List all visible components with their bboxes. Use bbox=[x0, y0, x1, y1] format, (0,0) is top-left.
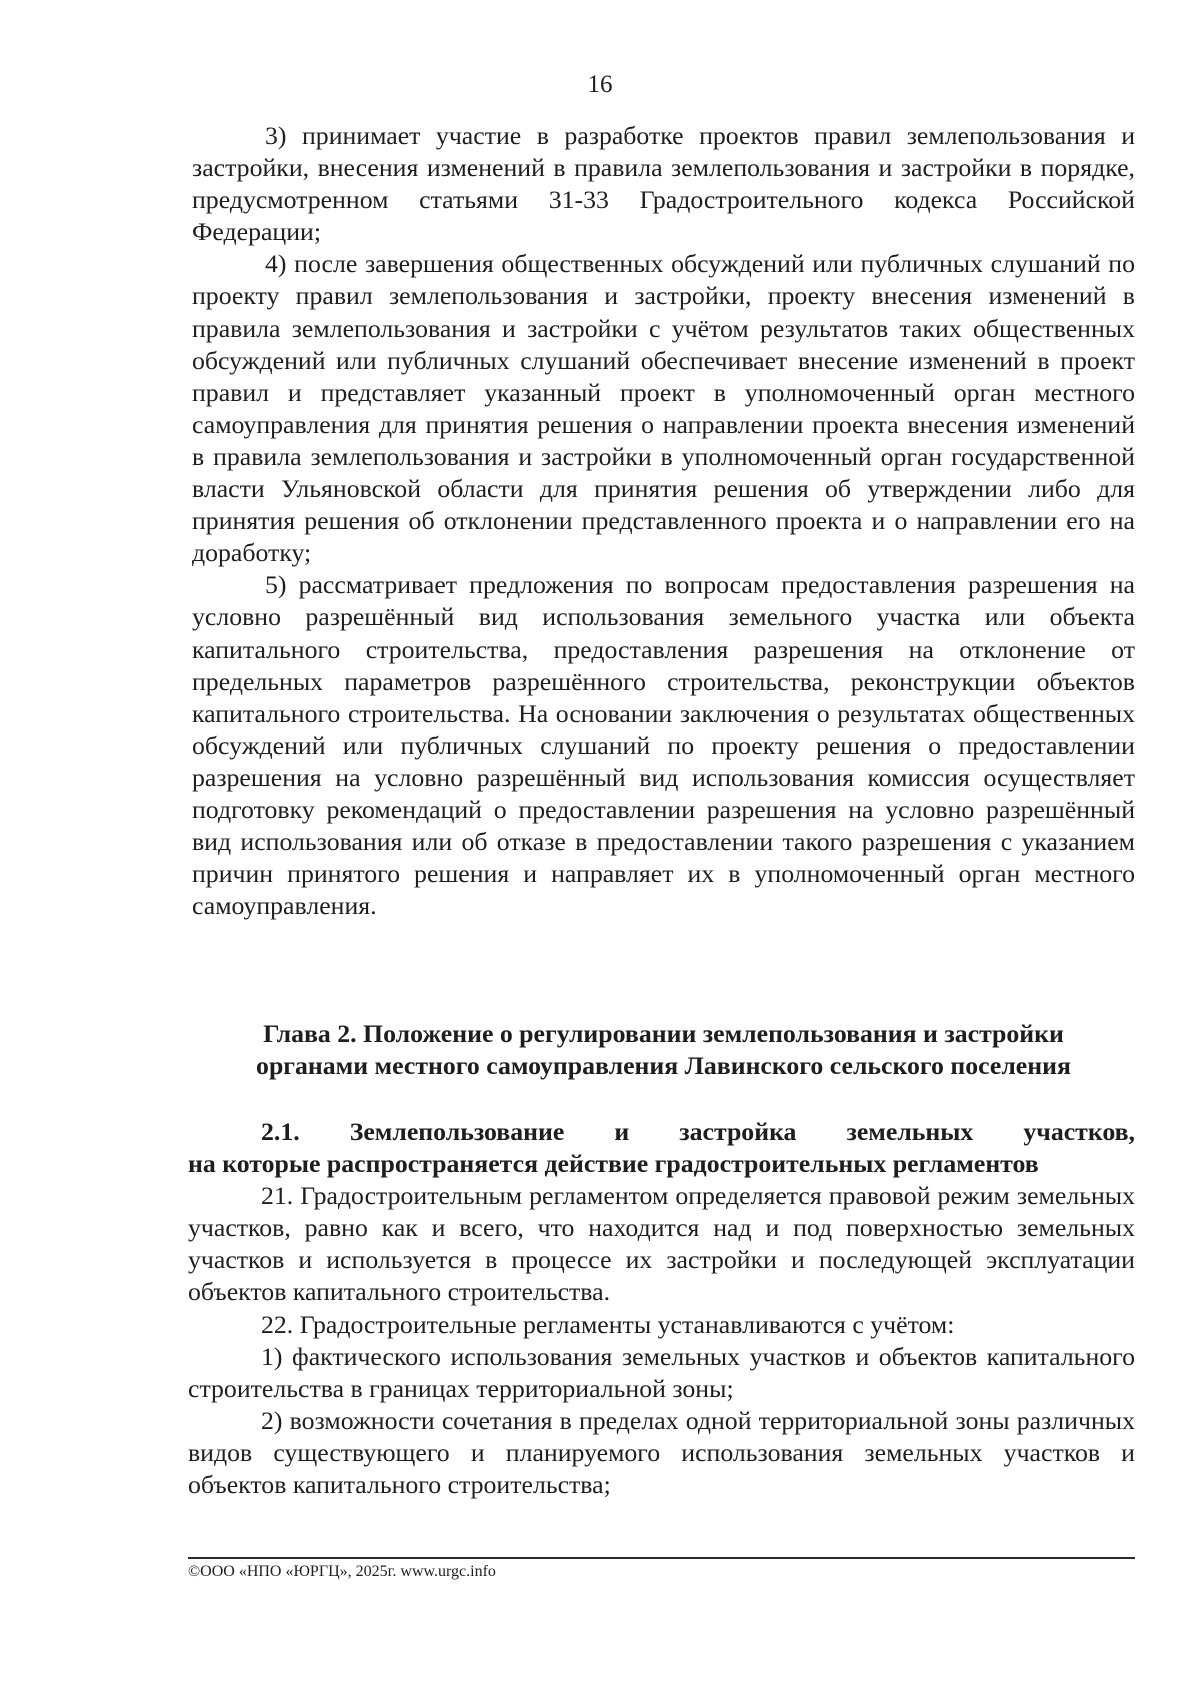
paragraph-item-4: 4) после завершения общественных обсуждений или публичных слушаний по проекту правил землепользования и застройки, проекту внесения изменений в правила землепользования и застройки с учётом результатов таких общественных обсуждений или публичных слушаний обеспечивает внесение изменений в проект правил и представляет указанный проект в уполномоченный орган местного самоуправления для принятия решения о направлении проекта внесения изменений в правила землепользования и застройки в уполномоченный орган государственной власти Ульяновской области для принятия решения об утверждении либо для принятия решения об отклонении представленного проекта и о направлении его на доработку; bbox=[192, 249, 1135, 568]
section-paragraph-22: 22. Градостроительные регламенты устанавливаются с учётом: bbox=[261, 1309, 955, 1339]
section-2-1 bbox=[188, 1116, 1135, 1501]
paragraph-item-3: 3) принимает участие в разработке проектов правил землепользования и застройки, внесения изменений в правила землепользования и застройки в порядке, предусмотренном статьями 31-33 Градостроительного кодекса Российской Федерации; bbox=[192, 121, 1135, 247]
section-list-item-1: 1) фактического использования земельных участков и объектов капитального строительства в границах территориальной зоны; bbox=[188, 1341, 1135, 1403]
footer-divider bbox=[188, 1557, 1135, 1559]
section-paragraph-21: 21. Градостроительным регламентом определяется правовой режим земельных участков, равно как и всего, что находится над и под поверхностью земельных участков и используется в процессе их застройки и последующей эксплуатации объектов капитального строительства. bbox=[188, 1181, 1135, 1307]
paragraph-item-5: 5) рассматривает предложения по вопросам предоставления разрешения на условно разрешённый вид использования земельного участка или объекта капитального строительства, предоставления разрешения на отклонение от предельных параметров разрешённого строительства, реконструкции объектов капитального строительства. На основании заключения о результатах общественных обсуждений или публичных слушаний по проекту решения о предоставлении разрешения на условно разрешённый вид использования комиссия осуществляет подготовку рекомендаций о предоставлении разрешения на условно разрешённый вид использования или об отказе в предоставлении такого разрешения с указанием причин принятого решения и направляет их в уполномоченный орган местного самоуправления. bbox=[192, 570, 1135, 921]
chapter-heading bbox=[192, 1018, 1135, 1082]
section-list-item-2: 2) возможности сочетания в пределах одной территориальной зоны различных видов существующего и планируемого использования земельных участков и объектов капитального строительства; bbox=[188, 1405, 1135, 1500]
page-number: 16 bbox=[587, 71, 613, 98]
section-heading-line-1: 2.1. Землепользование и застройка земельных участков, bbox=[261, 1117, 1135, 1146]
numbered-list-items bbox=[192, 120, 1135, 922]
footer-copyright: ©ООО «НПО «ЮРГЦ», 2025г. www.urgc.info bbox=[188, 1563, 496, 1580]
section-heading-line-2: на которые распространяется действие градостроительных регламентов bbox=[188, 1149, 1039, 1179]
chapter-heading-line-1: Глава 2. Положение о регулировании землепользования и застройки bbox=[263, 1019, 1064, 1048]
chapter-heading-line-2: органами местного самоуправления Лавинского сельского поселения bbox=[256, 1051, 1071, 1081]
